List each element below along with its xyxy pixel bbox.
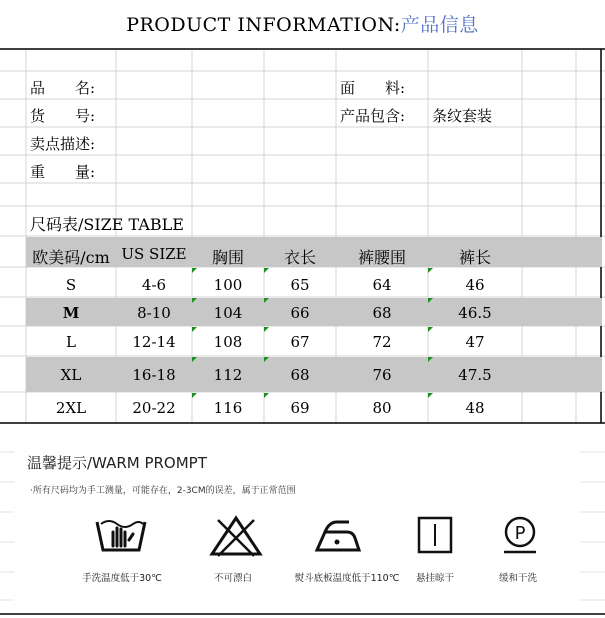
table-row-cell: M: [62, 304, 80, 322]
table-row-cell: 12-14: [132, 333, 176, 351]
table-row-cell: 72: [372, 333, 392, 351]
comment-marker: [192, 393, 197, 398]
table-row-cell: 46: [465, 276, 485, 294]
care-label-iron: 熨斗底板温度低于110℃: [294, 573, 400, 584]
table-row-cell: 16-18: [132, 366, 176, 384]
package-label: 产品包含:: [340, 107, 406, 125]
care-label-hand-wash: 手洗温度低于30℃: [82, 573, 162, 584]
table-row-cell: 46.5: [458, 304, 492, 322]
table-row-cell: 68: [372, 304, 392, 322]
name-label: 品 名:: [30, 79, 96, 97]
table-row-cell: S: [65, 276, 77, 294]
header-bust: 胸围: [211, 248, 244, 267]
comment-marker: [192, 298, 197, 303]
page-title: [0, 10, 605, 37]
table-row-cell: 104: [213, 304, 243, 322]
gentle-dry-clean-icon: [470, 512, 570, 560]
table-row-cell: 100: [213, 276, 243, 294]
table-row-cell: XL: [60, 366, 82, 384]
selling-points-label: 卖点描述:: [30, 135, 96, 153]
warm-prompt-note: ·所有尺码均为手工测量，可能存在，2-3CM的误差，属于正常范围: [30, 486, 296, 496]
table-row-cell: 4-6: [141, 276, 167, 294]
table-row-cell: 64: [372, 276, 392, 294]
header-pants-length: 裤长: [458, 248, 491, 267]
comment-marker: [192, 268, 197, 273]
title-en: PRODUCT INFORMATION:: [126, 14, 401, 36]
comment-marker: [428, 268, 433, 273]
comment-marker: [264, 393, 269, 398]
header-waist: 裤腰围: [357, 248, 406, 267]
table-row-cell: 66: [290, 304, 310, 322]
title-cn: 产品信息: [400, 14, 479, 36]
comment-marker: [264, 327, 269, 332]
hand-wash-icon: [71, 512, 171, 560]
table-row-cell: 8-10: [137, 304, 171, 322]
table-row-cell: 48: [465, 399, 485, 417]
table-row-cell: L: [66, 333, 76, 351]
comment-marker: [264, 268, 269, 273]
comment-marker: [428, 327, 433, 332]
table-row-cell: 112: [213, 366, 243, 384]
table-row-cell: 65: [290, 276, 310, 294]
iron-icon: [287, 512, 387, 560]
comment-marker: [428, 298, 433, 303]
header-eu-size: 欧美码/cm: [32, 248, 110, 267]
warm-prompt-title: 温馨提示/WARM PROMPT: [27, 454, 207, 472]
fabric-label: 面 料:: [340, 79, 406, 97]
comment-marker: [428, 393, 433, 398]
no-bleach-icon: [186, 512, 286, 560]
header-us-size: US SIZE: [121, 245, 187, 263]
comment-marker: [428, 357, 433, 362]
table-row-cell: 47: [465, 333, 485, 351]
table-row-cell: 80: [372, 399, 392, 417]
table-row-cell: 47.5: [458, 366, 492, 384]
care-label-dry-clean: 缓和干洗: [498, 573, 537, 584]
package-value: 条纹套装: [432, 107, 493, 125]
care-label-hang-dry: 悬挂晾干: [415, 573, 454, 584]
comment-marker: [264, 357, 269, 362]
comment-marker: [264, 298, 269, 303]
care-label-no-bleach: 不可漂白: [213, 573, 252, 584]
comment-marker: [192, 327, 197, 332]
size-table-title: 尺码表/SIZE TABLE: [30, 215, 184, 234]
table-row-cell: 68: [290, 366, 310, 384]
table-row-cell: 2XL: [55, 399, 87, 417]
table-row-cell: 67: [290, 333, 310, 351]
header-top-length: 衣长: [283, 248, 316, 267]
table-row-cell: 20-22: [132, 399, 176, 417]
table-row-cell: 108: [213, 333, 243, 351]
table-row-cell: 116: [213, 399, 243, 417]
comment-marker: [192, 357, 197, 362]
weight-label: 重 量:: [30, 163, 96, 181]
table-row-cell: 76: [372, 366, 392, 384]
svg-text:P: P: [514, 523, 526, 544]
table-row-cell: 69: [290, 399, 310, 417]
item-no-label: 货 号:: [30, 107, 96, 125]
